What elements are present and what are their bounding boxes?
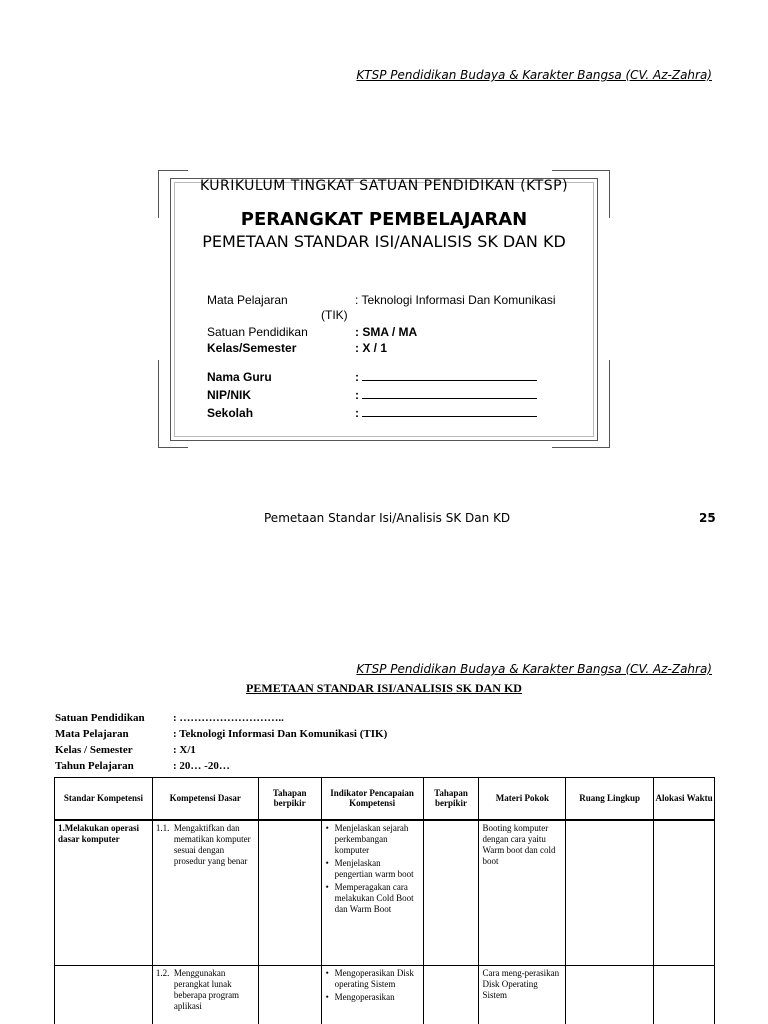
cell-tahapan-2 <box>423 820 479 966</box>
list-item: • Menjelaskan sejarah perkembangan komputer <box>325 823 420 856</box>
header-indikator: Indikator Pencapaian Kompetensi <box>321 778 423 820</box>
list-item: • Memperagakan cara melakukan Cold Boot dan Warm Boot <box>325 882 420 915</box>
cover-label-satuan: Satuan Pendidikan <box>207 325 308 339</box>
header-tahapan-berpikir-2: Tahapan berpikir <box>423 778 479 820</box>
meta-satuan: Satuan Pendidikan : ……………………….. <box>55 712 284 724</box>
cell-tahapan-2 <box>423 966 479 1024</box>
list-item: • Menjelaskan pengertian warm boot <box>325 858 420 880</box>
table-row <box>55 820 715 966</box>
header-tahapan-berpikir-1: Tahapan berpikir <box>258 778 321 820</box>
cell-ruang <box>566 820 654 966</box>
meta-mapel: Mata Pelajaran : Teknologi Informasi Dan Komunikasi (TIK) <box>55 728 388 740</box>
cover-label-kelas: Kelas/Semester <box>207 341 297 355</box>
list-item: • Mengoperasikan Disk operating Sistem <box>325 968 420 990</box>
cover-label-guru: Nama Guru <box>207 370 272 384</box>
header-kompetensi-dasar: Kompetensi Dasar <box>152 778 258 820</box>
cover-label-sekolah: Sekolah <box>207 406 254 420</box>
cover-label-nip: NIP/NIK <box>207 388 252 402</box>
cover-blank-sekolah: : <box>355 406 537 420</box>
list-item: • Mengoperasikan <box>325 992 420 1003</box>
cover-corner-tr <box>552 170 610 218</box>
page-header: KTSP Pendidikan Budaya & Karakter Bangsa (CV. Az-Zahra) <box>356 68 712 82</box>
header-standar-kompetensi: Standar Kompetensi <box>55 778 153 820</box>
document-title: PEMETAAN STANDAR ISI/ANALISIS SK DAN KD <box>246 681 522 695</box>
page-number: 25 <box>699 511 716 525</box>
table-row <box>55 966 715 1024</box>
cell-ruang <box>566 966 654 1024</box>
cell-alokasi <box>654 966 715 1024</box>
cell-sk <box>55 966 153 1024</box>
page-header-2: KTSP Pendidikan Budaya & Karakter Bangsa (CV. Az-Zahra) <box>356 662 712 676</box>
cell-tahapan-1 <box>258 966 321 1024</box>
cell-materi: Booting komputer dengan cara yaitu Warm boot dan cold boot <box>479 820 566 966</box>
meta-tahun: Tahun Pelajaran : 20… -20… <box>55 760 230 772</box>
cover-value-satuan: : SMA / MA <box>355 325 418 339</box>
cell-kd: 1.1. Mengaktifkan dan mematikan komputer sesuai dengan prosedur yang benar <box>152 820 258 966</box>
cover-value-mapel-cont: (TIK) <box>321 308 348 322</box>
cover-value-mapel: : Teknologi Informasi Dan Komunikasi <box>355 293 556 307</box>
cover-value-kelas: : X / 1 <box>355 341 388 355</box>
table-header-row <box>55 778 715 820</box>
mapping-table <box>54 777 715 1024</box>
cover-label-mapel: Mata Pelajaran <box>207 293 288 307</box>
cover-corner-tl <box>158 170 188 218</box>
cover-line-perangkat: PERANGKAT PEMBELAJARAN <box>240 209 528 230</box>
cover-corner-br <box>552 360 610 448</box>
cover-box <box>170 178 598 441</box>
header-materi-pokok: Materi Pokok <box>479 778 566 820</box>
cover-blank-nip: : <box>355 388 537 402</box>
header-ruang-lingkup: Ruang Lingkup <box>566 778 654 820</box>
cell-sk: 1.Melakukan operasi dasar komputer <box>55 820 153 966</box>
cell-materi: Cara meng-perasikan Disk Operating Sistem <box>479 966 566 1024</box>
cover-corner-bl <box>158 360 188 448</box>
cell-kd: 1.2. Menggunakan perangkat lunak beberapa program aplikasi <box>152 966 258 1024</box>
header-alokasi-waktu: Alokasi Waktu <box>654 778 715 820</box>
cell-indikator <box>321 966 423 1024</box>
cell-tahapan-1 <box>258 820 321 966</box>
cell-indikator <box>321 820 423 966</box>
cover-line-pemetaan: PEMETAAN STANDAR ISI/ANALISIS SK DAN KD <box>202 232 566 251</box>
cover-line-ktsp: KURIKULUM TINGKAT SATUAN PENDIDIKAN (KTSP) <box>199 178 569 194</box>
footer-text: Pemetaan Standar Isi/Analisis SK Dan KD <box>264 511 511 525</box>
cover-blank-guru: : <box>355 370 537 384</box>
cell-alokasi <box>654 820 715 966</box>
meta-kelas: Kelas / Semester : X/1 <box>55 744 196 756</box>
